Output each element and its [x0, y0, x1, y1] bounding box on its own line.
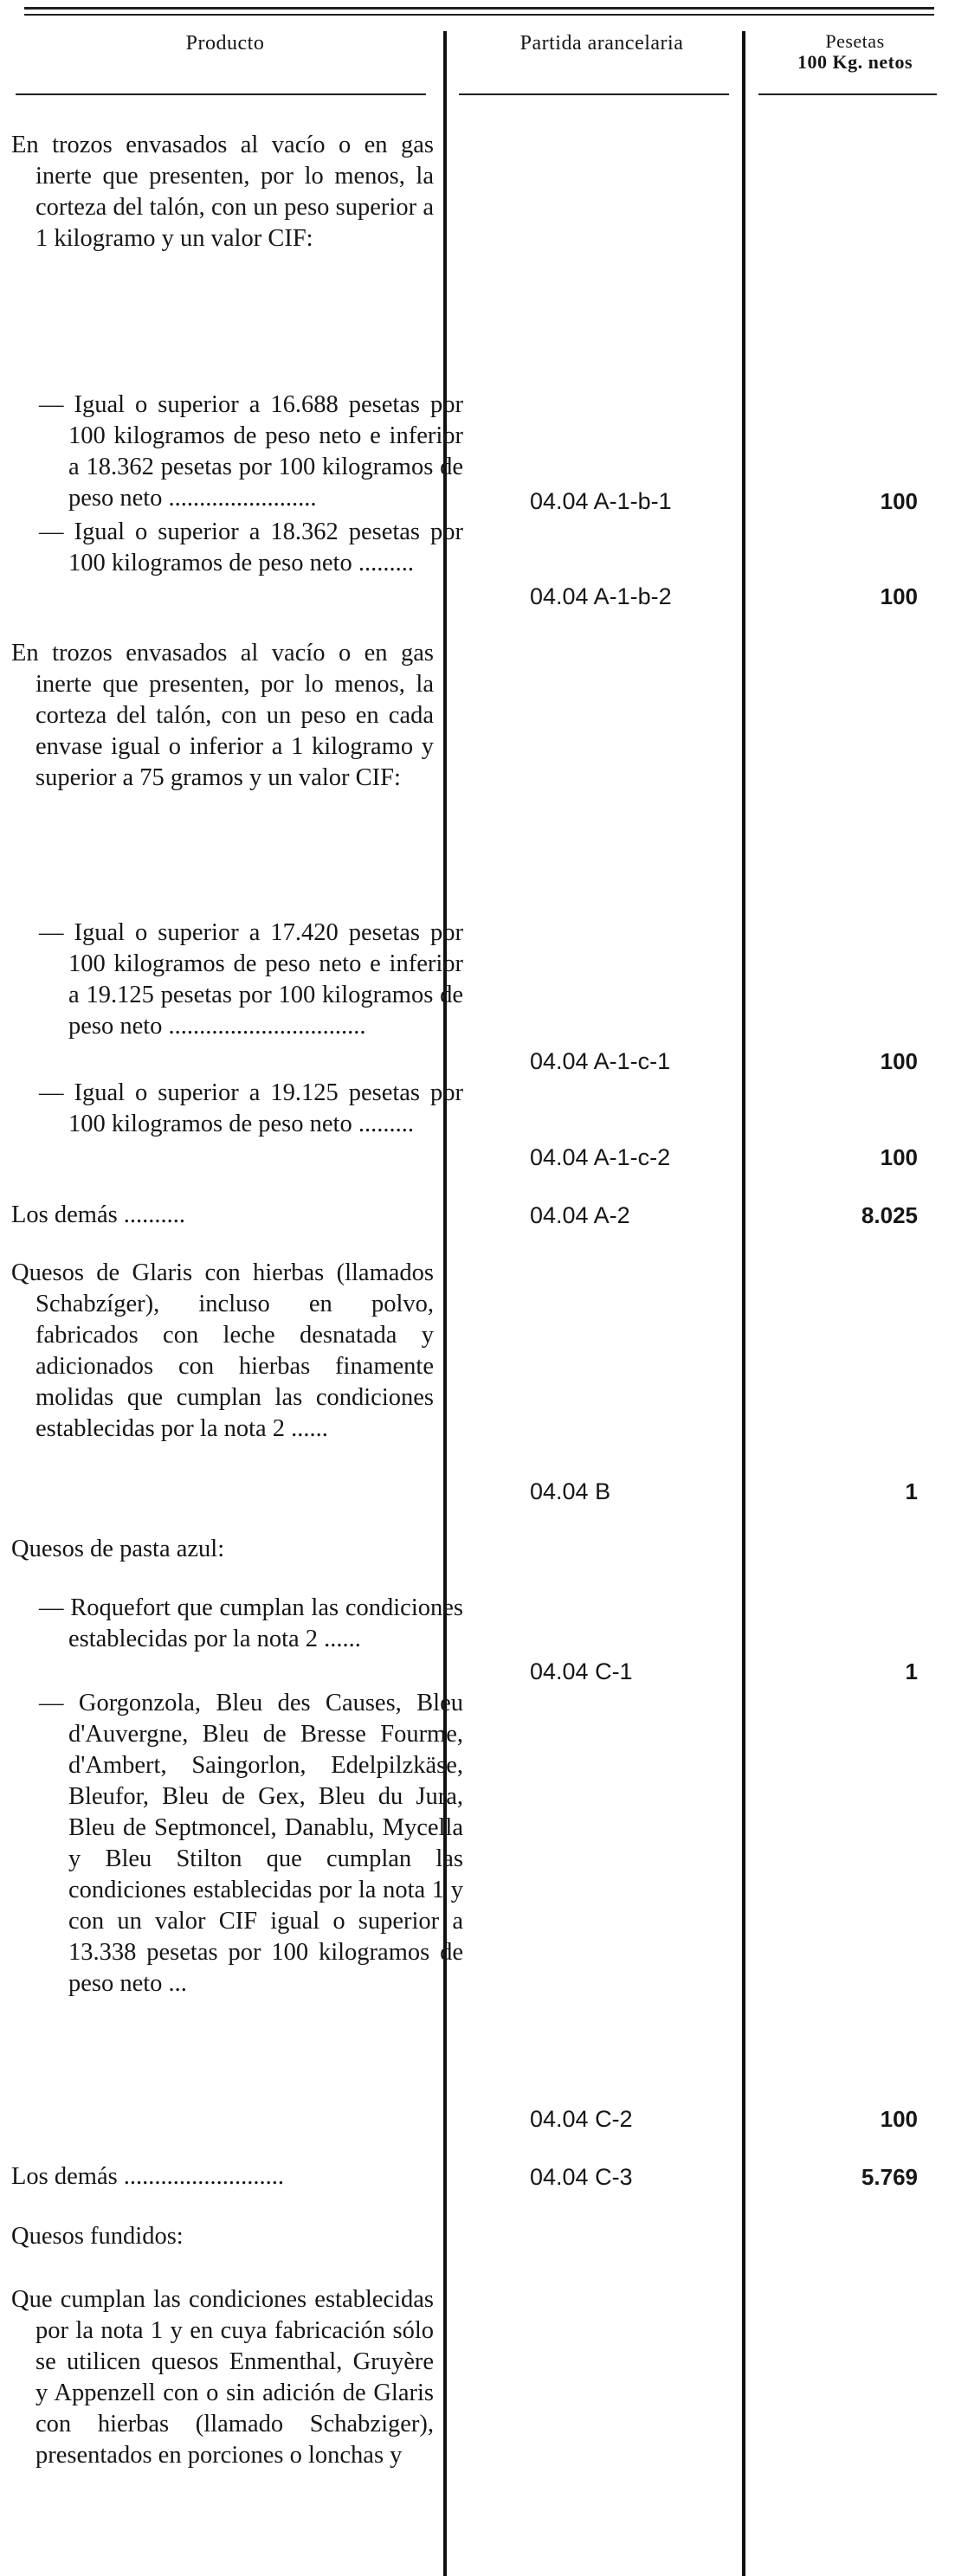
row-partida-8: 04.04 B — [530, 1478, 611, 1504]
row-partida-3: 04.04 A-1-b-2 — [530, 583, 672, 609]
row-partida-10: 04.04 C-1 — [530, 1658, 633, 1684]
row-partida-7: 04.04 A-2 — [530, 1202, 630, 1228]
row-partida-5: 04.04 A-1-c-1 — [530, 1048, 671, 1074]
row-producto-4: En trozos envasados al vacío o en gas inerte que presenten, por lo menos, la corteza del talón, con un peso en cada envase igual o inferior a 1 kilogramo y superior a 75 gramos y un valor CIF: — [11, 640, 434, 791]
row-producto-9: Quesos de pasta azul: — [11, 1536, 225, 1562]
row-producto-3: — Igual o superior a 18.362 pesetas por 100 kilogramos de peso neto ......... — [39, 518, 463, 576]
row-producto-11: — Gorgonzola, Bleu des Causes, Bleu d'Auvergne, Bleu de Bresse Fourme, d'Ambert, Saingorlon, Edelpilzkäse, Bleufor, Bleu de Gex, Bleu du Jura, Bleu de Septmoncel, Danablu, Mycella y Bleu Stilton que cumplan las condiciones establecidas por la nota 1 y con un valor CIF igual o superior a 13.338 pesetas por 100 kilogramos de peso neto ... — [39, 1690, 463, 1997]
row-producto-5: — Igual o superior a 17.420 pesetas por 100 kilogramos de peso neto e inferior a 19.125 pesetas por 100 kilogramos de peso neto ................................ — [39, 919, 463, 1040]
top-double-rule-lower — [24, 14, 934, 16]
row-producto-6: — Igual o superior a 19.125 pesetas por 100 kilogramos de peso neto ......... — [39, 1079, 463, 1137]
row-producto-12: Los demás .......................... — [11, 2163, 285, 2190]
row-pesetas-5: 100 — [880, 1048, 918, 1074]
row-producto-14: Que cumplan las condiciones establecidas por la nota 1 y en cuya fabricación sólo se utilicen quesos Enmenthal, Gruyère y Appenzell con o sin adición de Glaris con hierbas (llamado Schabziger), presentados en porciones o lonchas y — [11, 2286, 434, 2469]
row-producto-1: En trozos envasados al vacío o en gas inerte que presenten, por lo menos, la corteza del talón, con un peso superior a 1 kilogramo y un valor CIF: — [11, 132, 434, 252]
header-underline-pesetas — [758, 93, 937, 95]
row-pesetas-12: 5.769 — [861, 2164, 918, 2190]
row-partida-2: 04.04 A-1-b-1 — [530, 488, 672, 514]
header-pesetas-line1: Pesetas — [825, 30, 885, 52]
column-divider-2 — [742, 31, 745, 2576]
header-producto: Producto — [185, 32, 265, 55]
row-pesetas-10: 1 — [905, 1658, 918, 1684]
top-double-rule-upper — [24, 7, 934, 10]
header-partida-arancelaria: Partida arancelaria — [519, 32, 684, 55]
header-underline-producto — [16, 93, 426, 95]
row-pesetas-3: 100 — [880, 583, 918, 609]
row-producto-13: Quesos fundidos: — [11, 2223, 184, 2250]
header-pesetas-line2: 100 Kg. netos — [797, 51, 913, 73]
row-pesetas-11: 100 — [880, 2106, 918, 2132]
row-producto-2: — Igual o superior a 16.688 pesetas por 100 kilogramos de peso neto e inferior a 18.362 pesetas por 100 kilogramos de peso neto ........................ — [39, 391, 463, 512]
row-pesetas-2: 100 — [880, 488, 918, 514]
header-underline-partida — [459, 93, 729, 95]
row-producto-7: Los demás .......... — [11, 1201, 186, 1228]
row-producto-8: Quesos de Glaris con hierbas (llamados Schabzíger), incluso en polvo, fabricados con leche desnatada y adicionados con hierbas finamente molidas que cumplan las condiciones establecidas por la nota 2 ...... — [11, 1259, 434, 1442]
header-pesetas — [762, 31, 948, 73]
row-partida-12: 04.04 C-3 — [530, 2164, 633, 2190]
row-pesetas-7: 8.025 — [861, 1202, 918, 1228]
row-producto-10: — Roquefort que cumplan las condiciones establecidas por la nota 2 ...... — [39, 1594, 463, 1652]
row-pesetas-6: 100 — [880, 1144, 918, 1170]
row-partida-11: 04.04 C-2 — [530, 2106, 633, 2132]
row-pesetas-8: 1 — [905, 1478, 918, 1504]
row-partida-6: 04.04 A-1-c-2 — [530, 1144, 671, 1170]
